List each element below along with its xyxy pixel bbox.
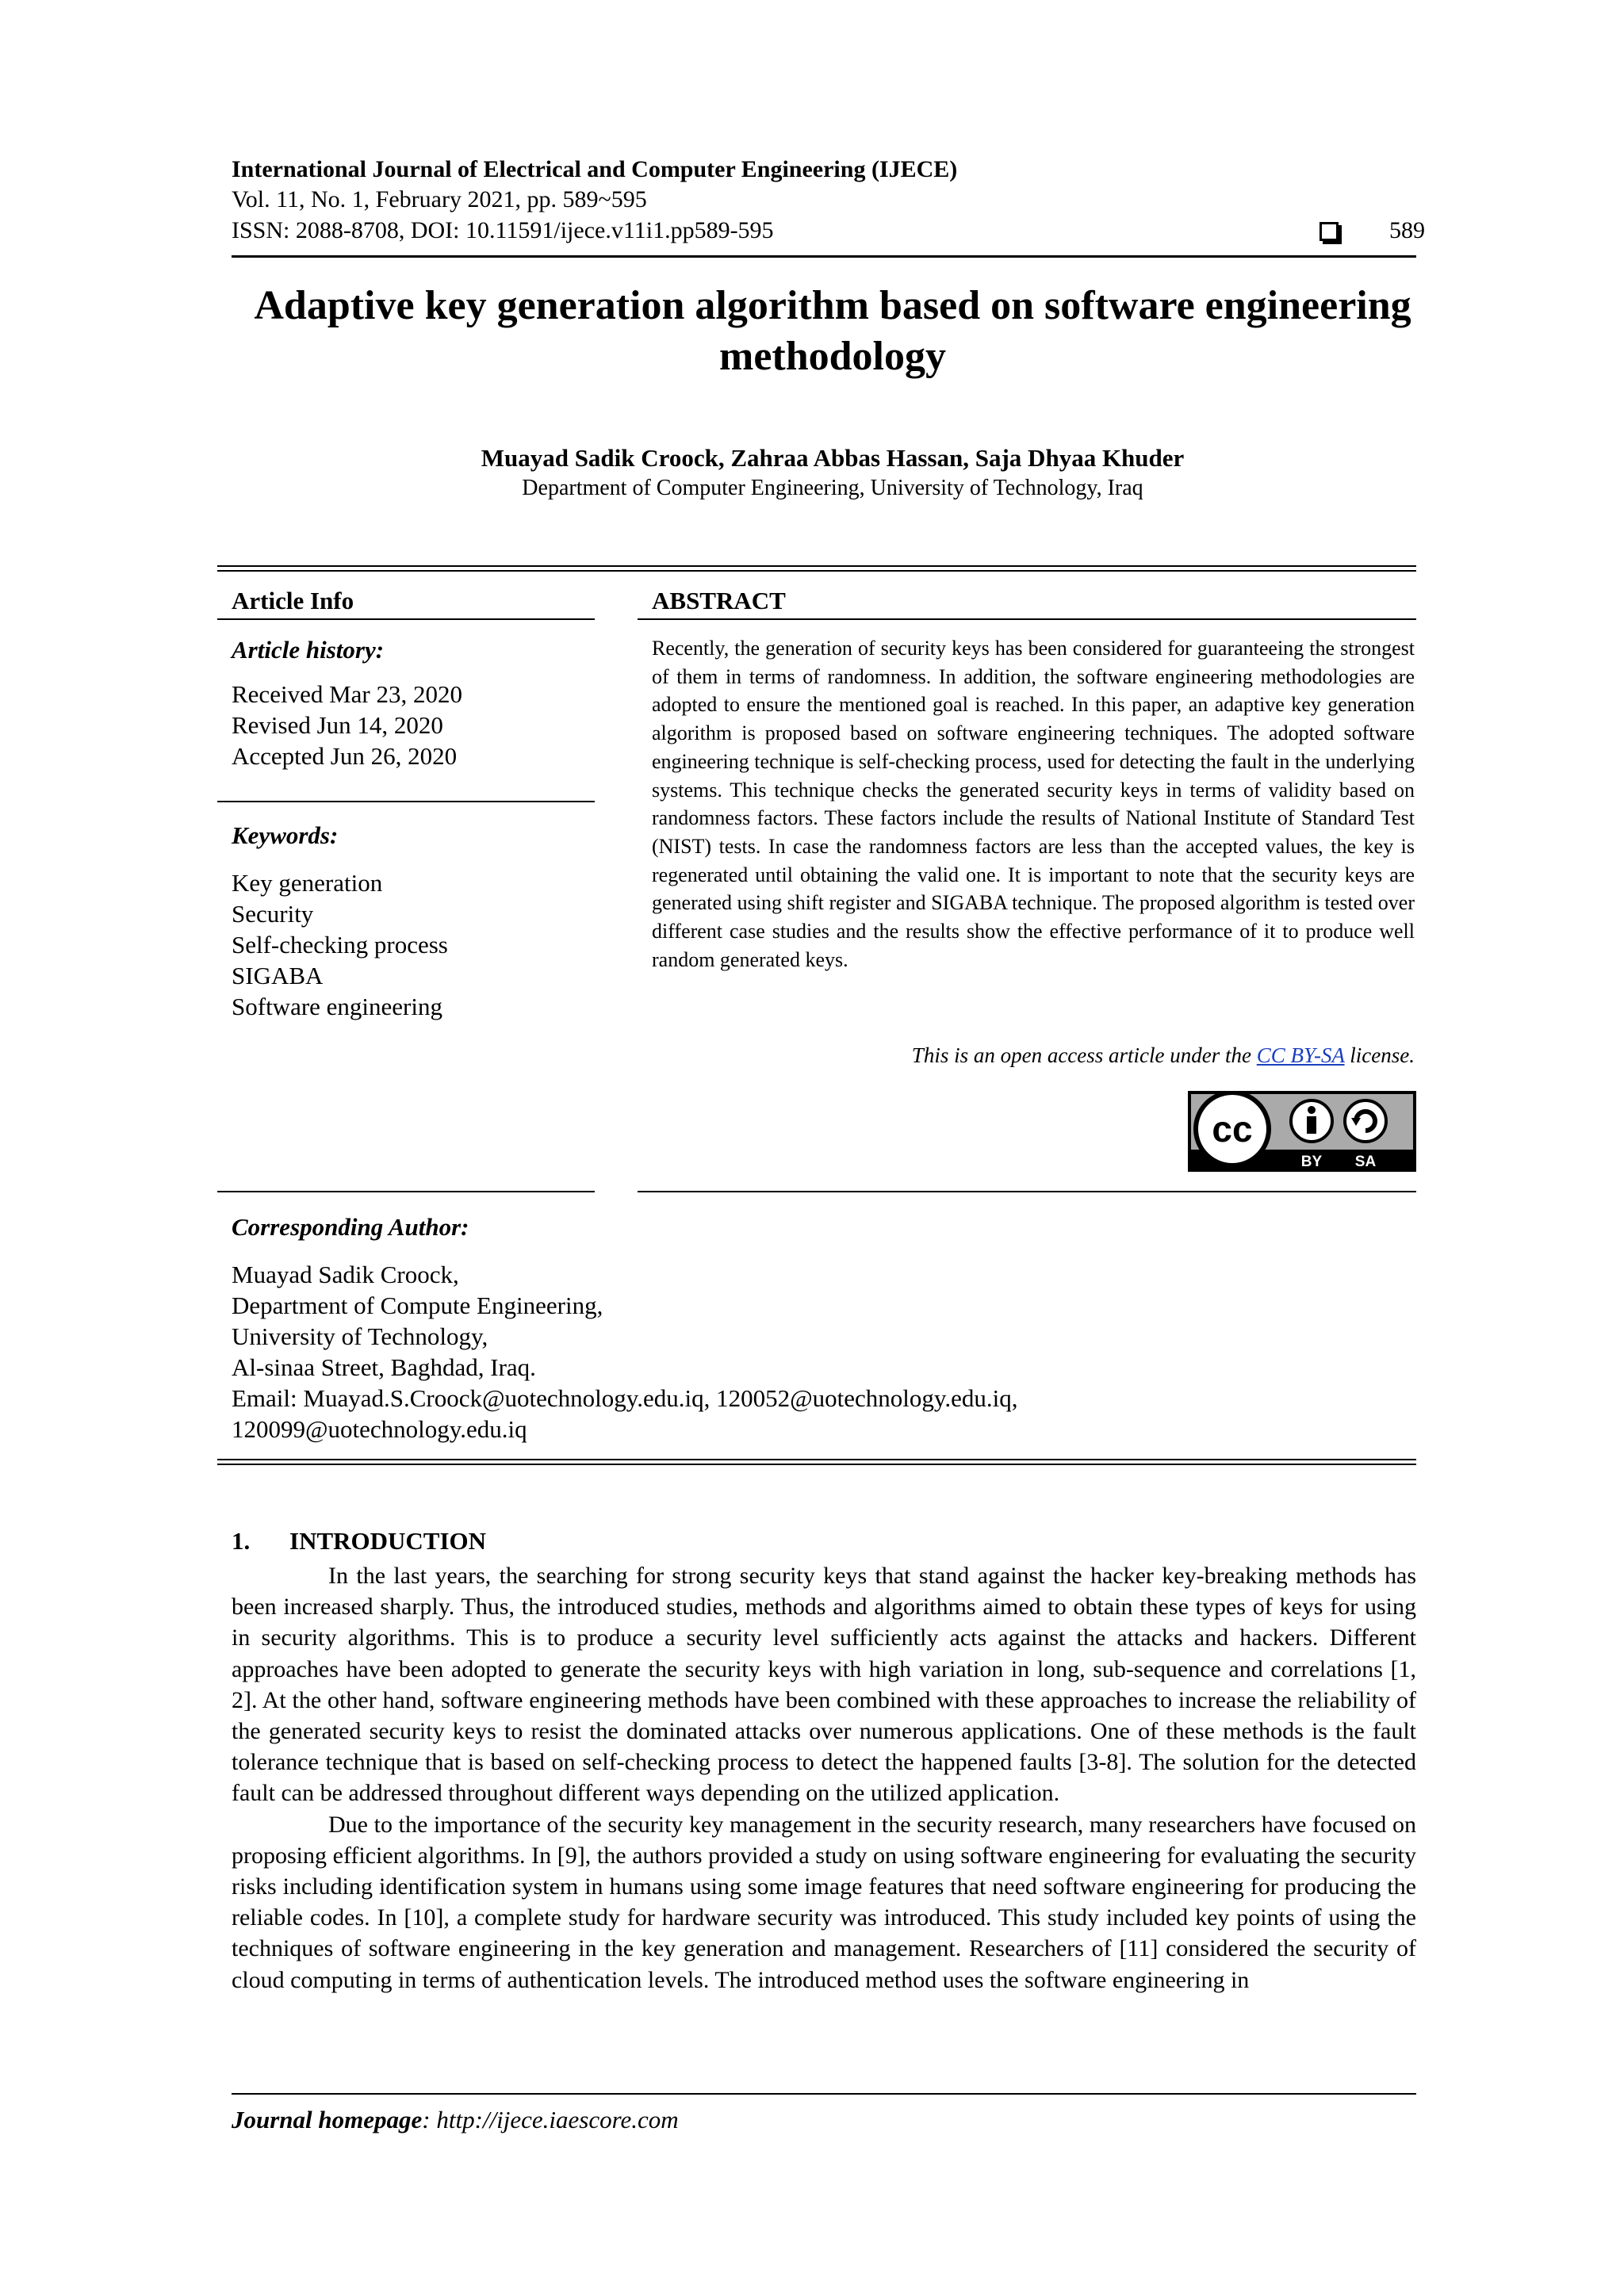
corresponding-label: Corresponding Author: [232, 1213, 469, 1241]
cc-by-sa-link[interactable]: CC BY-SA [1256, 1043, 1345, 1067]
article-info-heading: Article Info [232, 587, 354, 614]
cc-by-sa-badge-icon [1188, 1091, 1416, 1172]
left-bottom-rule [217, 1191, 595, 1192]
abstract-rule [638, 618, 1416, 620]
oa-suffix: license. [1344, 1043, 1415, 1067]
intro-number: 1. [232, 1527, 251, 1555]
corresponding-email: Email: Muayad.S.Croock@uotechnology.edu.iq, 120052@uotechnology.edu.iq, [232, 1384, 1018, 1412]
open-access-note [652, 1043, 1415, 1068]
corresponding-line: Al-sinaa Street, Baghdad, Iraq. [232, 1353, 536, 1381]
paper-title: Adaptive key generation algorithm based on software engineering methodology [254, 283, 1411, 379]
infobox-bottom-rule [217, 1459, 1416, 1460]
oa-prefix: This is an open access article under the [911, 1043, 1257, 1067]
keyword-item: Key generation [232, 869, 383, 897]
corresponding-line: Department of Compute Engineering, [232, 1292, 603, 1319]
intro-heading: INTRODUCTION [289, 1527, 487, 1555]
page-number: 589 [1389, 217, 1425, 243]
infobox-top-rule-2 [217, 570, 1416, 572]
intro-body [232, 1560, 1416, 1996]
intro-paragraph: In the last years, the searching for strong security keys that stand against the hacker key-breaking methods has been increased sharply. Thus, the introduced studies, methods and algorithms aimed to obtain these types of keys for using in security algorithms. This is to produce a security level sufficiently acts against the attacks and hackers. Different approaches have been adopted to generate the security keys with high variation in long, sub-sequence and correlations [1, 2]. At the other hand, software engineering methods have been combined with these approaches to increase the reliability of the generated security keys to resist the dominated attacks over numerous applications. One of these methods is the fault tolerance technique that is based on self-checking process to detect the happened faults [3-8]. The solution for the detected fault can be addressed throughout different ways depending on the utilized application. [232, 1563, 1416, 1807]
corresponding-line: Muayad Sadik Croock, [232, 1261, 459, 1288]
intro-paragraph: Due to the importance of the security key management in the security research, many researchers have focused on proposing efficient algorithms. In [9], the authors provided a study on using software engineering for evaluating the security risks including identification system in humans using some image features that need software engineering for producing the reliable codes. In [10], a complete study for hardware security was introduced. This study included key points of using the techniques of software engineering in the key generation and management. Researchers of [11] considered the security of cloud computing in terms of authentication levels. The introduced method uses the software engineering in [232, 1811, 1416, 1993]
received-date: Received Mar 23, 2020 [232, 680, 462, 708]
footer-rule [232, 2093, 1416, 2095]
paper-affiliation: Department of Computer Engineering, University of Technology, Iraq [522, 476, 1143, 500]
square-bullet-icon [1320, 222, 1339, 241]
header-rule [232, 255, 1416, 258]
keyword-item: Self-checking process [232, 931, 448, 959]
corresponding-email: 120099@uotechnology.edu.iq [232, 1415, 527, 1443]
right-bottom-rule [638, 1191, 1416, 1192]
keywords-label: Keywords: [232, 821, 339, 849]
keywords-rule [217, 801, 595, 802]
paper-authors: Muayad Sadik Croock, Zahraa Abbas Hassan, Saja Dhyaa Khuder [481, 444, 1185, 472]
accepted-date: Accepted Jun 26, 2020 [232, 742, 458, 770]
keyword-item: SIGABA [232, 962, 324, 989]
badge-by-label: BY [1300, 1154, 1323, 1170]
article-history-label: Article history: [232, 636, 385, 664]
infobox-bottom-rule-2 [217, 1464, 1416, 1465]
svg-text:cc: cc [1212, 1108, 1253, 1150]
corresponding-line: University of Technology, [232, 1322, 488, 1350]
journal-name: International Journal of Electrical and Computer Engineering (IJECE) [232, 156, 958, 182]
homepage-label: Journal homepage [232, 2106, 423, 2133]
journal-volume: Vol. 11, No. 1, February 2021, pp. 589~595 [232, 186, 647, 212]
journal-homepage [232, 2106, 679, 2134]
revised-date: Revised Jun 14, 2020 [232, 711, 443, 739]
abstract-heading: ABSTRACT [652, 587, 786, 614]
abstract-text: Recently, the generation of security keys has been considered for guaranteeing the strongest of them in terms of randomness. In addition, the software engineering methodologies are adopted to ensure the mentioned goal is reached. In this paper, an adaptive key generation algorithm is proposed based on software engineering techniques. The adopted software engineering technique is self-checking process, used for detecting the fault in the underlying systems. This technique checks the generated security keys in terms of validity based on randomness factors. These factors include the results of National Institute of Standard Test (NIST) tests. In case the randomness factors are less than the accepted values, the key is regenerated until obtaining the valid one. It is important to note that the security keys are generated using shift register and SIGABA technique. The proposed algorithm is tested over different case studies and the results show the effective performance of it to produce well random generated keys. [652, 637, 1415, 971]
keyword-item: Software engineering [232, 993, 442, 1020]
article-info-rule [217, 618, 595, 620]
homepage-url[interactable]: : http://ijece.iaescore.com [422, 2106, 679, 2133]
badge-sa-label: SA [1354, 1154, 1377, 1170]
journal-issn: ISSN: 2088-8708, DOI: 10.11591/ijece.v11i1.pp589-595 [232, 217, 774, 243]
keyword-item: Security [232, 900, 314, 928]
infobox-top-rule [217, 565, 1416, 567]
abstract-body [652, 634, 1415, 974]
